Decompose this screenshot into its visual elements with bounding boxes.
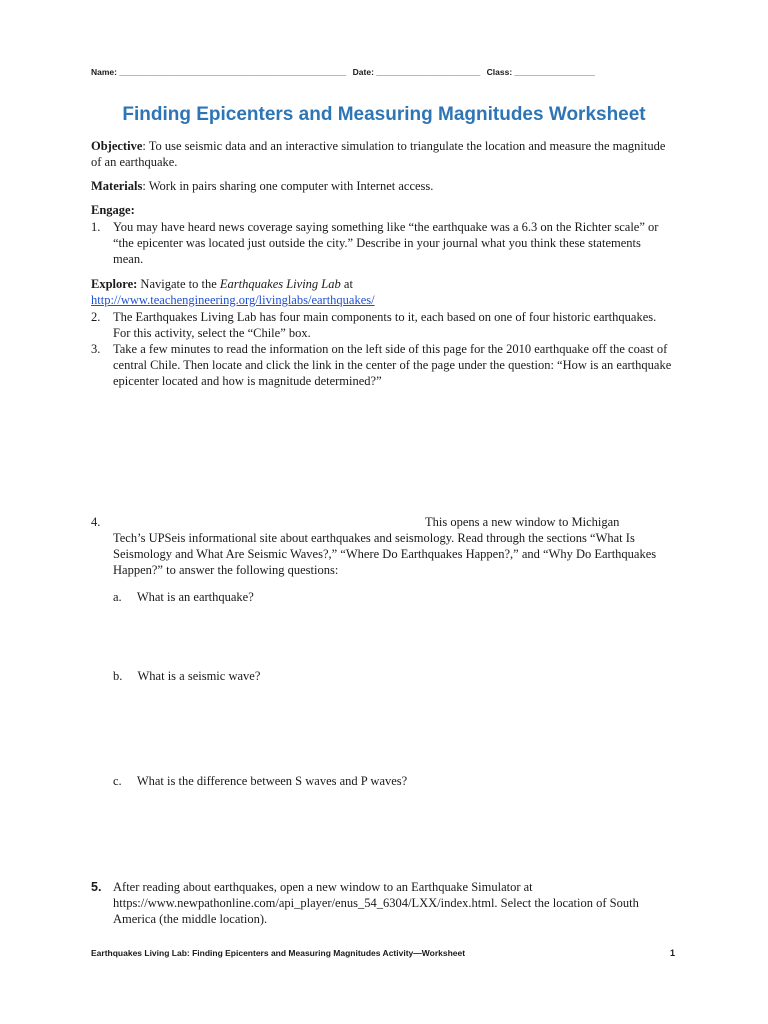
item-number: 3. [91, 342, 101, 356]
question-text: What is a seismic wave? [137, 669, 261, 683]
explore-item-4 [0, 514, 768, 588]
objective-paragraph [91, 138, 676, 170]
question-letter: c. [113, 774, 122, 788]
item-number: 4. [91, 515, 101, 529]
materials-label: Materials [91, 179, 143, 193]
question-text: What is the difference between S waves and P waves? [136, 774, 408, 788]
engage-heading-text: Engage: [91, 203, 135, 217]
page-footer: Earthquakes Living Lab: Finding Epicenters and Measuring Magnitudes Activity—Worksheet [91, 948, 466, 958]
page-title: Finding Epicenters and Measuring Magnitudes Worksheet [122, 104, 646, 125]
question-letter: b. [113, 669, 123, 683]
name-field-label: Name: ________________________________________________ [91, 67, 347, 77]
question-c [113, 773, 407, 789]
item-number: 5. [91, 880, 102, 894]
worksheet-header [91, 67, 595, 77]
explore-item-2 [0, 309, 768, 343]
page-number: 1 [670, 948, 676, 958]
explore-text: Navigate to the [137, 277, 220, 291]
item-text: You may have heard news coverage saying something like “the earthquake was a 6.3 on the Richter scale” or “the epicenter was located just outside the city.” Describe in your journal what you think these statements mean. [113, 220, 659, 266]
item-4-first-line: This opens a new window to Michigan [425, 515, 620, 529]
materials-paragraph [91, 178, 676, 194]
engage-heading [91, 202, 135, 218]
question-letter: a. [113, 590, 122, 604]
materials-text: : Work in pairs sharing one computer with Internet access. [142, 179, 434, 193]
objective-label: Objective [91, 139, 143, 153]
question-b [113, 668, 260, 684]
living-lab-link[interactable]: http://www.teachengineering.org/livinglabs/earthquakes/ [91, 293, 375, 307]
item-4-text: Tech’s UPSeis informational site about earthquakes and seismology. Read through the sections “What Is Seismology and What Are Seismic Waves?,” “Where Do Earthquakes Happen?,” and “Why Do Earthquakes Happen?” to answer the following questions: [113, 531, 657, 577]
explore-item-3 [0, 341, 768, 391]
item-text: After reading about earthquakes, open a new window to an Earthquake Simulator at https://www.newpathonline.com/api_player/enus_54_6304/LXX/index.html. Select the location of South America (the middle location). [113, 880, 639, 926]
class-field-label: Class: _________________ [486, 67, 595, 77]
item-number: 1. [91, 220, 101, 234]
explore-text-after: at [340, 277, 353, 291]
living-lab-name: Earthquakes Living Lab [219, 277, 341, 291]
explore-label: Explore: [91, 277, 138, 291]
item-number: 2. [91, 310, 101, 324]
question-text: What is an earthquake? [136, 590, 254, 604]
engage-item-1 [0, 219, 768, 269]
explore-paragraph [91, 276, 676, 308]
explore-item-5 [0, 879, 768, 931]
objective-text: : To use seismic data and an interactive simulation to triangulate the location and measure the magnitude of an earthquake. [91, 139, 666, 169]
date-field-label: Date: ______________________ [352, 67, 481, 77]
item-text: Take a few minutes to read the information on the left side of this page for the 2010 earthquake off the coast of central Chile. Then locate and click the link in the center of the page under the question: “How is an earthquake epicenter located and how is magnitude determined?” [113, 342, 672, 388]
item-text: The Earthquakes Living Lab has four main components to it, each based on one of four historic earthquakes. For this activity, select the “Chile” box. [113, 310, 657, 340]
question-a [113, 589, 254, 605]
